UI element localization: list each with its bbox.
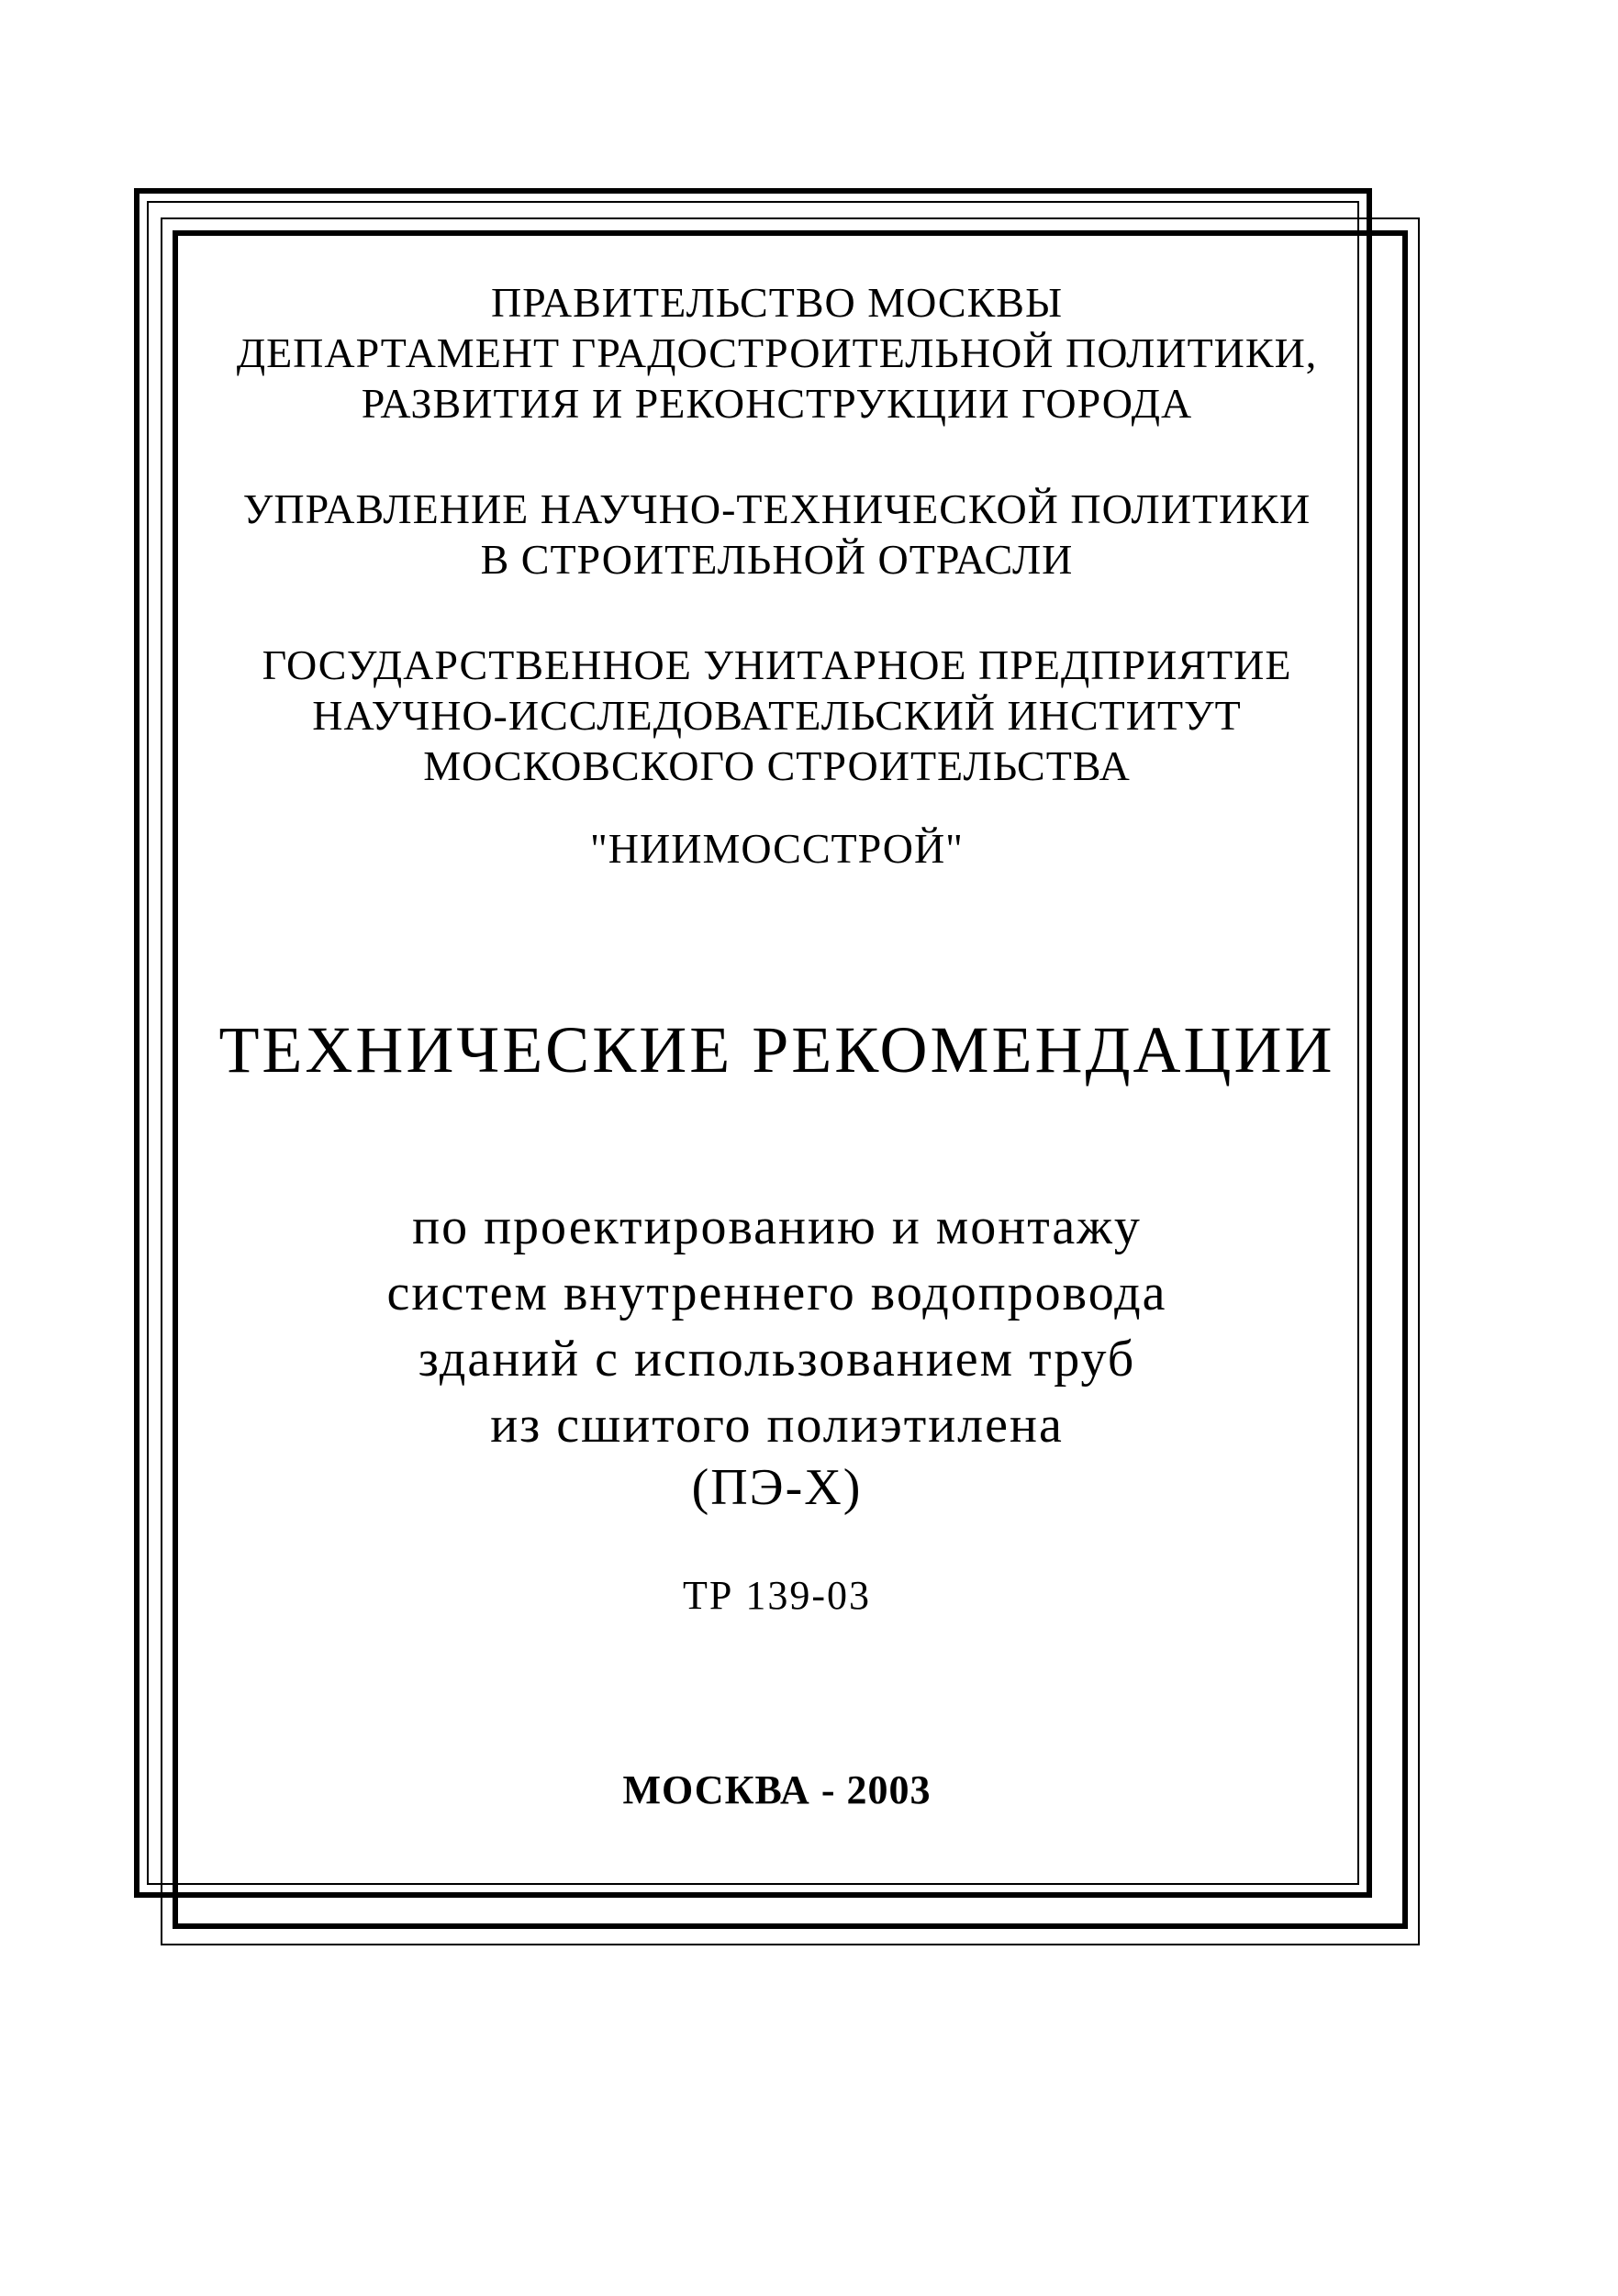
place-and-year: МОСКВА - 2003 (622, 1767, 932, 1812)
institute-line: НАУЧНО-ИССЛЕДОВАТЕЛЬСКИЙ ИНСТИТУТ (312, 692, 1242, 739)
subtitle-line-5: (ПЭ-Х) (691, 1459, 863, 1516)
document-code: ТР 139-03 (683, 1573, 871, 1618)
institute-line-continued: МОСКОВСКОГО СТРОИТЕЛЬСТВА (423, 742, 1131, 789)
government-line: ПРАВИТЕЛЬСТВО МОСКВЫ (490, 279, 1064, 326)
subtitle-line-2: систем внутреннего водопровода (386, 1265, 1167, 1321)
department-line-continued: РАЗВИТИЯ И РЕКОНСТРУКЦИИ ГОРОДА (361, 380, 1193, 427)
title-page-content (134, 188, 1420, 1932)
department-line: ДЕПАРТАМЕНТ ГРАДОСТРОИТЕЛЬНОЙ ПОЛИТИКИ, (236, 329, 1318, 376)
subtitle-line-3: зданий с использованием труб (418, 1331, 1136, 1388)
document-title: ТЕХНИЧЕСКИЕ РЕКОМЕНДАЦИИ (218, 1013, 1335, 1087)
subtitle-line-1: по проектированию и монтажу (412, 1198, 1142, 1255)
directorate-line-continued: В СТРОИТЕЛЬНОЙ ОТРАСЛИ (480, 536, 1074, 583)
subtitle-line-4: из сшитого полиэтилена (490, 1397, 1064, 1454)
directorate-line: УПРАВЛЕНИЕ НАУЧНО-ТЕХНИЧЕСКОЙ ПОЛИТИКИ (242, 485, 1311, 532)
institute-name: "НИИМОССТРОЙ" (590, 825, 964, 872)
enterprise-line: ГОСУДАРСТВЕННОЕ УНИТАРНОЕ ПРЕДПРИЯТИЕ (262, 641, 1292, 688)
